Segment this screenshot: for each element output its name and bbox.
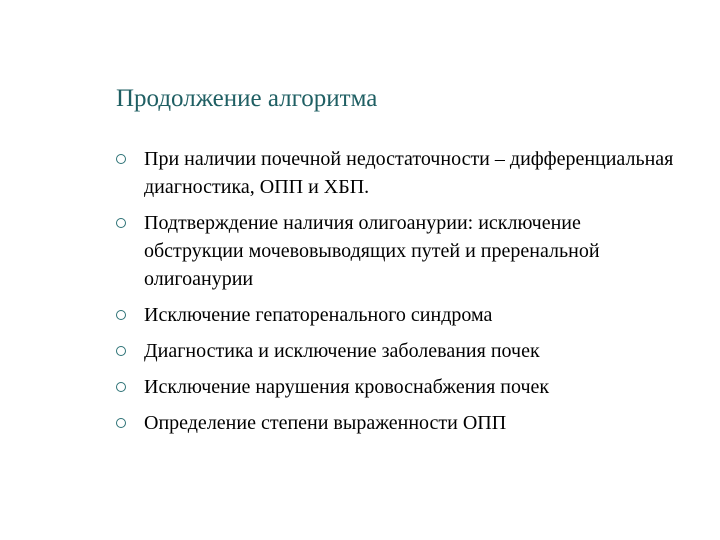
bullet-text: При наличии почечной недостаточности – дифференциальная диагностика, ОПП и ХБП. xyxy=(144,148,674,198)
bullet-text: Диагностика и исключение заболевания почек xyxy=(144,340,540,362)
hollow-circle-bullet-icon xyxy=(116,310,126,320)
bullet-item xyxy=(114,373,684,401)
bullet-text: Подтверждение наличия олигоанурии: исключение обструкции мочевовыводящих путей и преренальной олигоанурии xyxy=(144,212,600,290)
bullet-item xyxy=(114,337,684,365)
bullet-item xyxy=(114,301,684,329)
bullet-list xyxy=(114,145,684,445)
hollow-circle-bullet-icon xyxy=(116,218,126,228)
hollow-circle-bullet-icon xyxy=(116,154,126,164)
bullet-text: Определение степени выраженности ОПП xyxy=(144,412,507,434)
bullet-item xyxy=(114,145,684,201)
bullet-text: Исключение гепаторенального синдрома xyxy=(144,304,493,326)
slide-title: Продолжение алгоритма xyxy=(116,85,378,112)
bullet-text: Исключение нарушения кровоснабжения почек xyxy=(144,376,550,398)
hollow-circle-bullet-icon xyxy=(116,382,126,392)
hollow-circle-bullet-icon xyxy=(116,418,126,428)
bullet-item xyxy=(114,209,684,293)
hollow-circle-bullet-icon xyxy=(116,346,126,356)
bullet-item xyxy=(114,409,684,437)
